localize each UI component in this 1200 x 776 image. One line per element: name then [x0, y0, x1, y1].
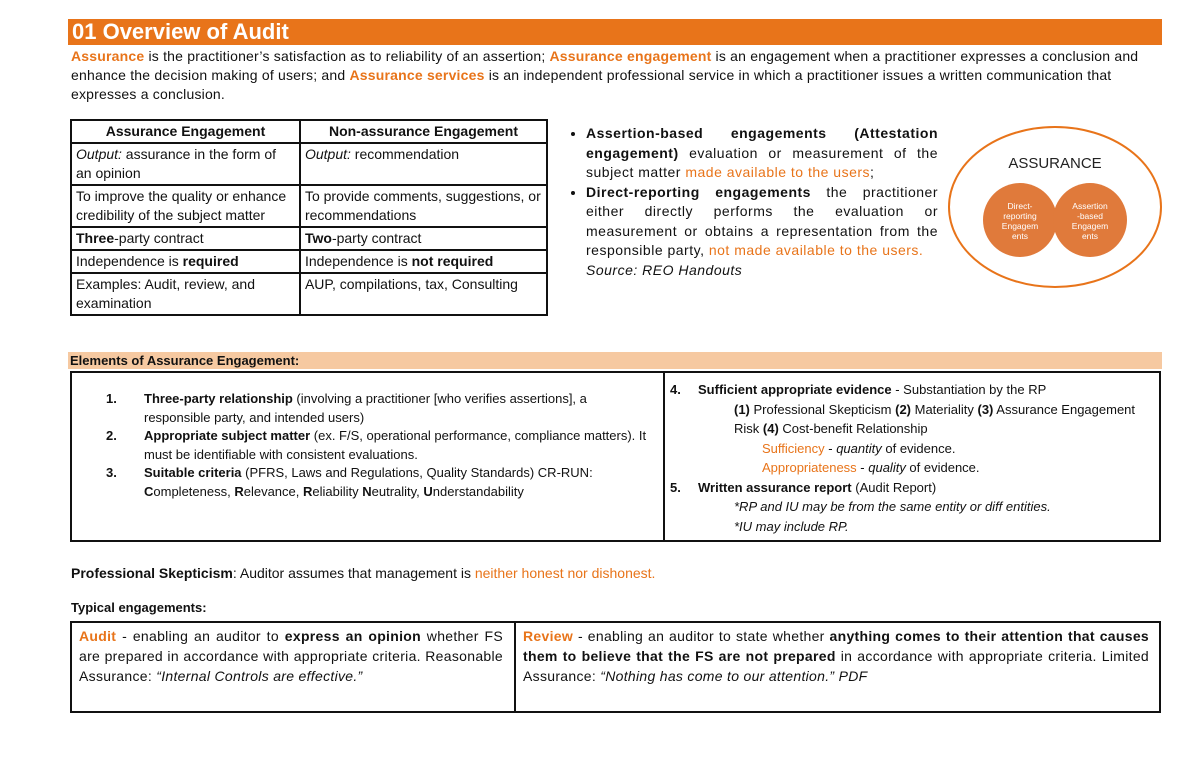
- term-assurance-engagement: Assurance engagement: [549, 48, 712, 64]
- item-text: (ex. F/S, operational performance, compliance matters). It must be identifiable with consistent evaluations.: [144, 428, 647, 462]
- bullet-text: the practitioner either directly performs the evaluation or measurement or obtains a representation from the responsible party,: [586, 183, 938, 258]
- list-item: [106, 390, 651, 427]
- review-term: Review: [523, 628, 574, 644]
- bullet-highlight: not made available to the users.: [708, 242, 924, 258]
- item-text: - Substantiation by the RP: [891, 382, 1047, 397]
- item-text: (PFRS, Laws and Regulations, Quality Standards) CR-RUN:: [241, 465, 593, 480]
- cell-party-assurance: [71, 227, 300, 250]
- crrun-letter: R: [302, 483, 313, 499]
- header-non-assurance: Non-assurance Engagement: [300, 120, 547, 143]
- crrun-word: nderstandability: [432, 483, 524, 499]
- header-assurance: Assurance Engagement: [71, 120, 300, 143]
- elements-right-column: [670, 380, 1155, 536]
- dash: -: [856, 460, 869, 475]
- elements-divider: [663, 371, 665, 540]
- table-row: [71, 250, 547, 273]
- sub-text: Assurance Engagement Risk: [734, 401, 1136, 436]
- cell-independence-assurance: [71, 250, 300, 273]
- crrun-letter: N: [362, 483, 372, 499]
- table-row: [71, 273, 547, 315]
- audit-term: Audit: [79, 628, 117, 644]
- bullet-end: ;: [870, 164, 875, 180]
- sufficiency-line: [670, 439, 1155, 459]
- source-note: Source: REO Handouts: [586, 261, 743, 278]
- skepticism-highlight: neither honest nor dishonest.: [474, 565, 656, 581]
- audit-text-1: - enabling an auditor to: [116, 628, 285, 644]
- left-circle-line: Direct-: [1007, 201, 1033, 211]
- table-row: [71, 185, 547, 227]
- bullet-heading: Assertion-based engagements (Attestation engagement): [586, 125, 938, 161]
- review-bold: anything comes to their attention that causes them to believe that the FS are not prepared: [523, 628, 1150, 664]
- crrun-word: elevance,: [243, 483, 303, 499]
- output-label: Output:: [304, 146, 351, 162]
- sub-number: (1): [734, 401, 750, 417]
- crrun-word: eliability: [312, 483, 363, 499]
- intro-text-3: is an independent professional service in which a practitioner issues a written communication that expresses a conclusion.: [71, 67, 1112, 102]
- typical-heading: Typical engagements:: [71, 600, 207, 615]
- left-circle-line: Engagem: [1001, 221, 1039, 231]
- cell-independence-non-assurance: [300, 250, 547, 273]
- review-cell: [523, 626, 1149, 686]
- table-row: [71, 143, 547, 185]
- review-text-1: - enabling an auditor to state whether: [573, 628, 830, 644]
- left-circle-line: ents: [1011, 231, 1029, 241]
- intro-text-2: is an engagement when a practitioner expresses a conclusion and enhance the decision making of users; and: [71, 48, 1139, 83]
- item-number: 4.: [670, 382, 681, 397]
- cell-output-non-assurance: [300, 143, 547, 185]
- crrun-word: ompleteness,: [153, 483, 235, 499]
- intro-text-1: is the practitioner’s satisfaction as to reliability of an assertion;: [144, 48, 550, 64]
- sub-number: (4): [762, 421, 779, 436]
- sufficiency-text: of evidence.: [881, 440, 956, 456]
- item-heading: Three-party relationship: [144, 391, 293, 406]
- elements-heading: Elements of Assurance Engagement:: [70, 353, 300, 368]
- sufficiency-term: Sufficiency: [762, 440, 825, 456]
- bullet-text: evaluation or measurement of the subject matter: [586, 144, 938, 180]
- audit-bold: express an opinion: [284, 628, 421, 644]
- cell-purpose-non-assurance: To provide comments, suggestions, or recommendations: [300, 185, 547, 227]
- output-text: assurance in the form of an opinion: [76, 146, 276, 181]
- list-item: [586, 183, 938, 261]
- party-count: Three: [76, 230, 115, 246]
- quantity-word: quantity: [836, 440, 882, 456]
- right-circle-line: ents: [1081, 231, 1099, 241]
- item-number: 1.: [106, 391, 117, 406]
- list-item: [586, 124, 938, 183]
- page-title: 01 Overview of Audit: [72, 19, 289, 44]
- crrun-word: eutrality,: [371, 483, 424, 499]
- output-label: Output:: [76, 146, 122, 162]
- item-heading: Written assurance report: [698, 479, 852, 495]
- cell-party-non-assurance: [300, 227, 547, 250]
- term-assurance: Assurance: [71, 48, 145, 64]
- party-text: -party contract: [331, 230, 422, 246]
- note-line: *RP and IU may be from the same entity or diff entities.: [734, 499, 1051, 514]
- right-circle-line: Assertion: [1072, 201, 1108, 211]
- audit-text-2: whether FS are prepared in accordance with appropriate criteria. Reasonable Assurance:: [79, 628, 503, 684]
- engagement-types-list: [566, 124, 938, 280]
- item-heading: Suitable criteria: [144, 465, 242, 480]
- term-assurance-services: Assurance services: [349, 67, 485, 83]
- item-text: (involving a practitioner [who verifies assertions], a responsible party, and intended users): [144, 391, 587, 425]
- evidence-subitems: [670, 400, 1155, 439]
- independence-text: Independence is: [76, 253, 183, 269]
- party-text: -party contract: [114, 230, 204, 246]
- audit-cell: [79, 626, 503, 686]
- diagram-outer-ellipse: [949, 127, 1161, 287]
- appropriateness-term: Appropriateness: [762, 460, 857, 475]
- item-heading: Sufficient appropriate evidence: [698, 382, 892, 397]
- review-quote: “Nothing has come to our attention.” PDF: [600, 668, 868, 684]
- right-circle-line: Engagem: [1071, 221, 1109, 231]
- list-item: [670, 478, 1155, 498]
- appropriateness-line: [670, 458, 1155, 478]
- list-item: [106, 464, 651, 501]
- assurance-diagram: [946, 124, 1164, 290]
- sub-text: Professional Skepticism: [749, 401, 896, 417]
- typical-divider: [514, 621, 516, 711]
- skepticism-text: : Auditor assumes that management is: [232, 565, 475, 581]
- cell-examples-non-assurance: AUP, compilations, tax, Consulting: [300, 273, 547, 315]
- bullet-highlight: made available to the users: [685, 164, 871, 180]
- cell-examples-assurance: Examples: Audit, review, and examination: [71, 273, 300, 315]
- item-number: 2.: [106, 428, 117, 443]
- note-line: *IU may include RP.: [734, 518, 849, 534]
- table-row: [71, 227, 547, 250]
- comparison-table: [70, 119, 548, 316]
- list-item: [106, 427, 651, 464]
- sub-text: Cost-benefit Relationship: [778, 421, 928, 436]
- list-item: [670, 380, 1155, 400]
- crrun-letter: R: [234, 483, 244, 499]
- item-text: (Audit Report): [851, 479, 937, 495]
- intro-paragraph: [71, 47, 1166, 104]
- audit-quote: “Internal Controls are effective.”: [156, 668, 363, 684]
- title-bar: [68, 19, 1162, 45]
- skepticism-line: [71, 565, 655, 581]
- output-text: recommendation: [350, 146, 460, 162]
- bullet-heading: Direct-reporting engagements: [586, 183, 811, 200]
- item-heading: Appropriate subject matter: [144, 428, 311, 443]
- crrun-letter: U: [423, 483, 433, 499]
- dash: -: [824, 440, 837, 456]
- diagram-title: ASSURANCE: [1008, 155, 1102, 172]
- quality-word: quality: [868, 460, 906, 475]
- cell-output-assurance: [71, 143, 300, 185]
- party-count: Two: [304, 230, 332, 246]
- independence-value: not required: [411, 253, 494, 269]
- crrun-letter: C: [144, 483, 154, 499]
- item-number: 5.: [670, 479, 681, 495]
- cell-purpose-assurance: To improve the quality or enhance credibility of the subject matter: [71, 185, 300, 227]
- skepticism-label: Professional Skepticism: [71, 565, 233, 581]
- elements-heading-bar: [68, 352, 1162, 369]
- sub-text: Materiality: [911, 401, 978, 417]
- left-circle-line: reporting: [1003, 211, 1037, 221]
- sub-number: (2): [895, 401, 912, 417]
- elements-left-column: [106, 390, 651, 501]
- right-circle-line: -based: [1077, 211, 1103, 221]
- independence-value: required: [182, 253, 239, 269]
- table-header-row: [71, 120, 547, 143]
- item-number: 3.: [106, 465, 117, 480]
- appropriateness-text: of evidence.: [905, 460, 980, 475]
- independence-text: Independence is: [304, 253, 412, 269]
- sub-number: (3): [977, 401, 994, 417]
- review-text-2: in accordance with appropriate criteria. Limited Assurance:: [523, 648, 1149, 684]
